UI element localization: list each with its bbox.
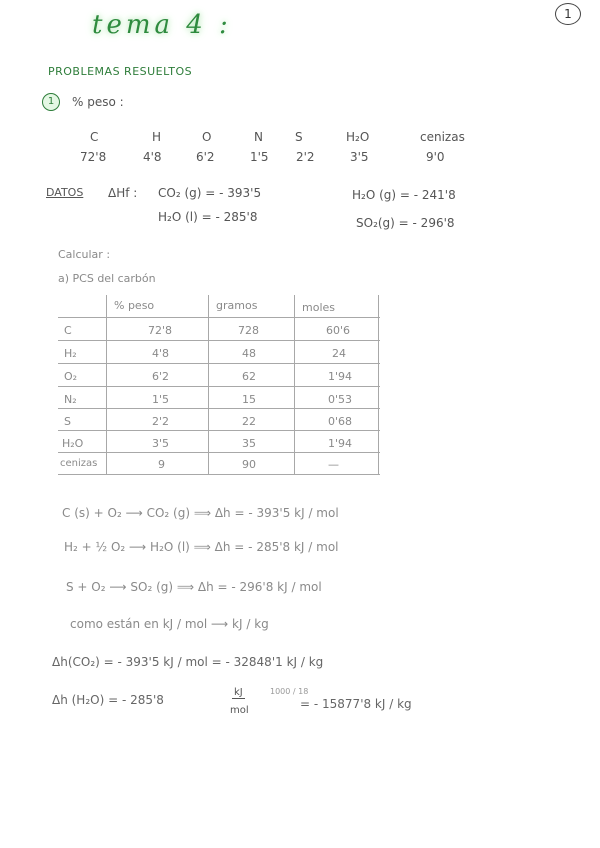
- composition-table: [58, 295, 380, 475]
- table-cell-peso: 72'8: [148, 324, 173, 337]
- table-cell-gramos: 15: [242, 393, 256, 406]
- table-vline-2: [208, 295, 209, 475]
- table-hline-0: [58, 317, 380, 318]
- table-row-label: H₂O: [62, 437, 84, 450]
- table-hline-4: [58, 408, 380, 409]
- table-hline-3: [58, 386, 380, 387]
- table-row-label: H₂: [64, 347, 77, 360]
- composition-label-h: H: [152, 130, 162, 144]
- composition-value-cenizas: 9'0: [426, 150, 445, 164]
- composition-value-o: 6'2: [196, 150, 215, 164]
- composition-label-c: C: [90, 130, 99, 144]
- table-row-label: N₂: [64, 393, 77, 406]
- table-cell-peso: 1'5: [152, 393, 170, 406]
- composition-value-n: 1'5: [250, 150, 269, 164]
- table-vline-3: [294, 295, 295, 475]
- problem-number: 1: [42, 93, 60, 111]
- table-cell-moles: 24: [332, 347, 346, 360]
- dh-h2o-left: Δh (H₂O) = - 285'8: [52, 693, 164, 707]
- dh-co2-conversion: Δh(CO₂) = - 393'5 kJ / mol = - 32848'1 kJ / kg: [52, 655, 324, 669]
- table-cell-gramos: 728: [238, 324, 259, 337]
- table-cell-gramos: 35: [242, 437, 256, 450]
- table-hline-5: [58, 430, 380, 431]
- page-number: 1: [555, 3, 581, 25]
- enthalpy-symbol: ΔHf :: [108, 186, 138, 200]
- table-cell-moles: 0'53: [328, 393, 353, 406]
- composition-value-s: 2'2: [296, 150, 315, 164]
- table-cell-peso: 6'2: [152, 370, 170, 383]
- datos-label: DATOS: [46, 186, 84, 199]
- composition-value-h2o: 3'5: [350, 150, 369, 164]
- conversion-factor: 1000 / 18: [270, 687, 309, 696]
- composition-label-n: N: [254, 130, 263, 144]
- table-cell-peso: 4'8: [152, 347, 170, 360]
- section-title: PROBLEMAS RESUELTOS: [48, 65, 193, 78]
- table-hline-1: [58, 340, 380, 341]
- composition-label-o: O: [202, 130, 212, 144]
- table-hline-6: [58, 452, 380, 453]
- composition-value-h: 4'8: [143, 150, 162, 164]
- table-cell-moles: 0'68: [328, 415, 353, 428]
- table-header-peso: % peso: [114, 299, 155, 312]
- table-cell-gramos: 22: [242, 415, 256, 428]
- reaction-hydrogen: H₂ + ½ O₂ ⟶ H₂O (l) ⟹ Δh = - 285'8 kJ / mol: [64, 540, 339, 554]
- table-cell-gramos: 48: [242, 347, 256, 360]
- datos-equation-so2: SO₂(g) = - 296'8: [356, 216, 455, 230]
- table-cell-peso: 2'2: [152, 415, 170, 428]
- table-cell-peso: 9: [158, 458, 165, 471]
- table-cell-moles: 1'94: [328, 437, 353, 450]
- page-title: tema 4 :: [92, 10, 232, 40]
- composition-label-s: S: [295, 130, 303, 144]
- table-hline-2: [58, 363, 380, 364]
- table-row-label: cenizas: [60, 458, 98, 469]
- table-cell-gramos: 90: [242, 458, 256, 471]
- table-cell-moles: 60'6: [326, 324, 351, 337]
- reaction-sulfur: S + O₂ ⟶ SO₂ (g) ⟹ Δh = - 296'8 kJ / mol: [66, 580, 322, 594]
- table-row-label: O₂: [64, 370, 78, 383]
- table-row-label: S: [64, 415, 71, 428]
- datos-equation-h2o-gas: H₂O (g) = - 241'8: [352, 188, 456, 202]
- table-row-label: C: [64, 324, 72, 337]
- table-header-moles: moles: [302, 301, 335, 314]
- calcular-subtitle: a) PCS del carbón: [58, 272, 156, 285]
- reaction-carbon: C (s) + O₂ ⟶ CO₂ (g) ⟹ Δh = - 393'5 kJ / mol: [62, 506, 339, 520]
- table-cell-peso: 3'5: [152, 437, 170, 450]
- composition-label-cenizas: cenizas: [420, 130, 465, 144]
- table-vline-1: [106, 295, 107, 475]
- composition-label-h2o: H₂O: [346, 130, 370, 144]
- unit-conversion-note: como están en kJ / mol ⟶ kJ / kg: [70, 617, 269, 631]
- datos-equation-co2: CO₂ (g) = - 393'5: [158, 186, 262, 200]
- composition-value-c: 72'8: [80, 150, 107, 164]
- fraction-denominator: mol: [230, 705, 249, 716]
- problem-title: % peso :: [72, 95, 124, 109]
- datos-equation-h2o-liquid: H₂O (l) = - 285'8: [158, 210, 258, 224]
- table-hline-7: [58, 474, 380, 475]
- calcular-label: Calcular :: [58, 248, 111, 261]
- table-header-gramos: gramos: [216, 299, 258, 312]
- fraction-numerator: kJ: [234, 687, 243, 698]
- table-cell-moles: 1'94: [328, 370, 353, 383]
- table-vline-4: [378, 295, 379, 475]
- table-cell-gramos: 62: [242, 370, 256, 383]
- dh-h2o-right: = - 15877'8 kJ / kg: [300, 697, 412, 711]
- table-cell-moles: —: [328, 458, 339, 471]
